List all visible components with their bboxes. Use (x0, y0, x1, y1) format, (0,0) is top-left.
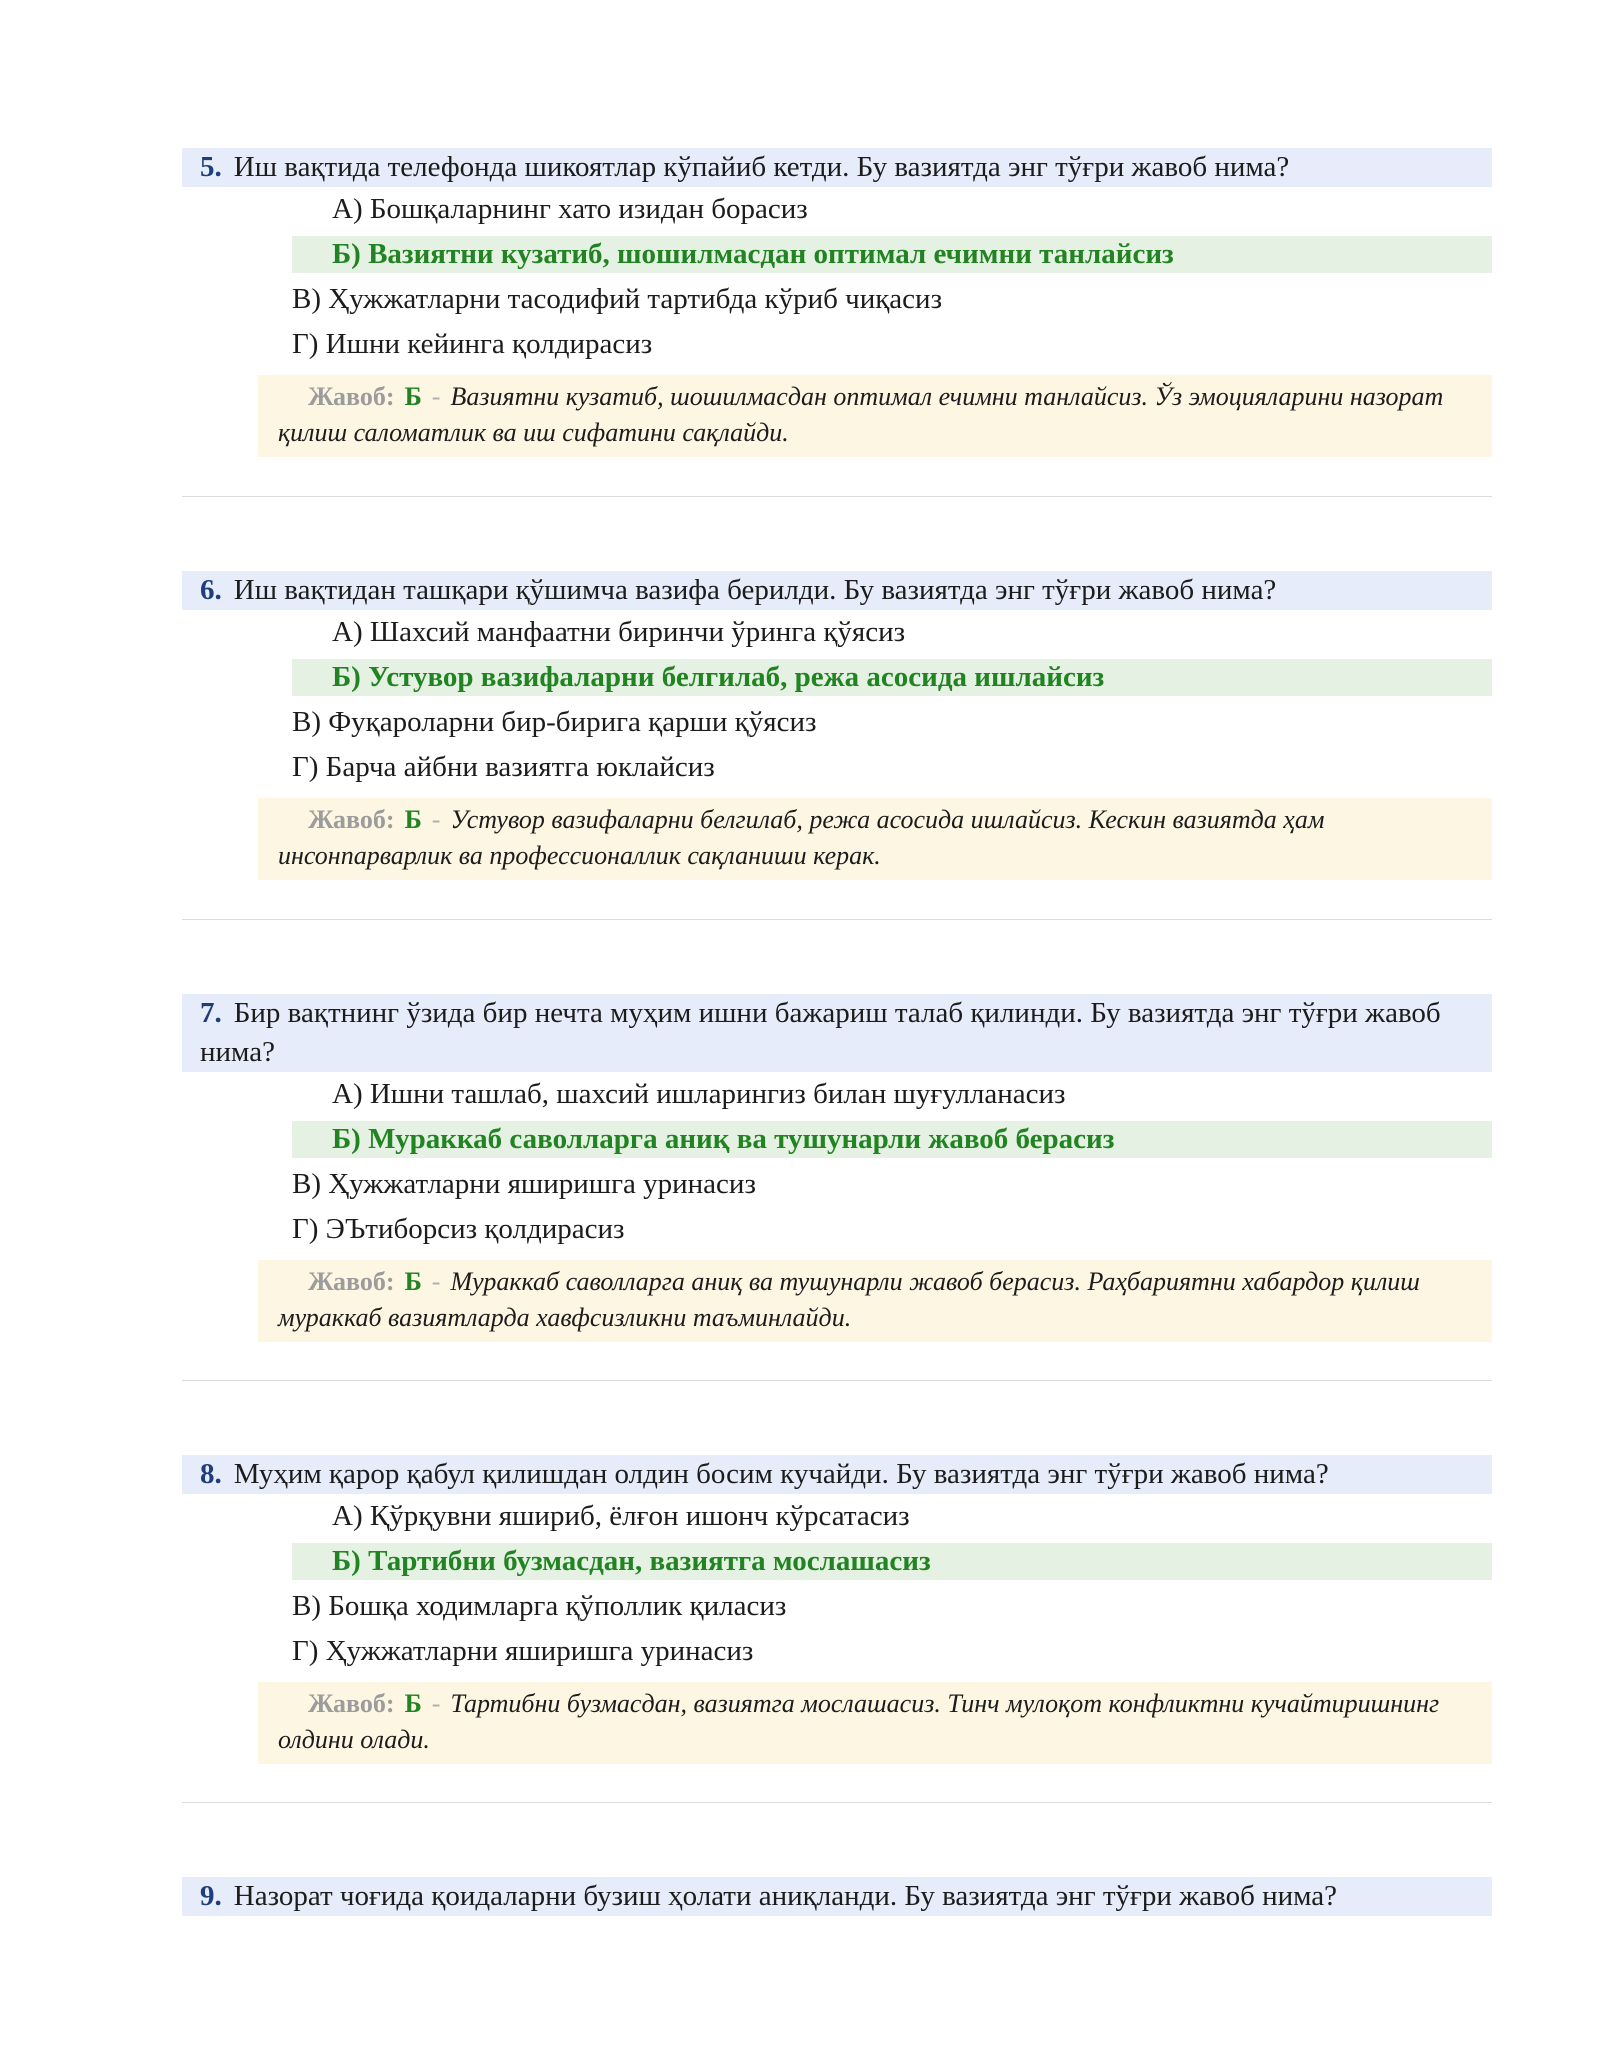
answer-text: Вазиятни кузатиб, шошилмасдан оптимал ечимни танлайсиз. Ўз эмоцияларини назорат қилиш саломатлик ва иш сифатини сақлайди. (278, 382, 1444, 447)
answer-box (258, 798, 1492, 880)
answer-box (258, 1682, 1492, 1764)
option-v: В) Ҳужжатларни яширишга уринасиз (292, 1168, 756, 1200)
answer-letter: Б (404, 1267, 422, 1296)
question-9 (182, 1877, 1492, 1916)
option-v: В) Ҳужжатларни тасодифий тартибда кўриб чиқасиз (292, 283, 943, 315)
answer-letter: Б (404, 1689, 422, 1718)
question-text: Муҳим қарор қабул қилишдан олдин босим кучайди. Бу вазиятда энг тўғри жавоб нима? (233, 1458, 1329, 1490)
option-g: Г) Барча айбни вазиятга юклайсиз (292, 751, 715, 783)
question-5 (182, 148, 1492, 457)
answer-label: Жавоб: (308, 382, 395, 411)
answer-box (258, 1260, 1492, 1342)
option-b-correct: Б) Устувор вазифаларни белгилаб, режа асосида ишлайсиз (292, 659, 1492, 696)
question-header (182, 1877, 1492, 1916)
answer-dash: - (431, 805, 441, 834)
question-number: 7. (200, 997, 222, 1029)
answer-letter: Б (404, 805, 422, 834)
answer-text: Мураккаб саволларга аниқ ва тушунарли жавоб берасиз. Раҳбариятни хабардор қилиш мураккаб вазиятларда хавфсизликни таъминлайди. (278, 1267, 1420, 1332)
question-header (182, 994, 1492, 1072)
question-number: 9. (200, 1880, 222, 1912)
option-a: А) Қўрқувни яшириб, ёлғон ишонч кўрсатасиз (332, 1500, 910, 1532)
divider (182, 919, 1492, 920)
answer-dash: - (431, 382, 441, 411)
divider (182, 1380, 1492, 1381)
answer-dash: - (431, 1267, 441, 1296)
question-text: Бир вақтнинг ўзида бир нечта муҳим ишни бажариш талаб қилинди. Бу вазиятда энг тўғри жавоб нима? (200, 997, 1441, 1068)
question-text: Иш вақтида телефонда шикоятлар кўпайиб кетди. Бу вазиятда энг тўғри жавоб нима? (233, 151, 1290, 183)
option-a: А) Ишни ташлаб, шахсий ишларингиз билан шуғулланасиз (332, 1078, 1066, 1110)
option-a: А) Бошқаларнинг хато изидан борасиз (332, 193, 808, 225)
question-header (182, 148, 1492, 187)
question-header (182, 571, 1492, 610)
answer-label: Жавоб: (308, 1689, 395, 1718)
answer-text: Тартибни бузмасдан, вазиятга мослашасиз. Тинч мулоқот конфликтни кучайтиришнинг олдини олади. (278, 1689, 1440, 1754)
option-g: Г) ЭЪтиборсиз қолдирасиз (292, 1213, 625, 1245)
question-header (182, 1455, 1492, 1494)
option-v: В) Фуқароларни бир-бирига қарши қўясиз (292, 706, 817, 738)
divider (182, 496, 1492, 497)
option-b-correct: Б) Мураккаб саволларга аниқ ва тушунарли жавоб берасиз (292, 1121, 1492, 1158)
option-a: А) Шахсий манфаатни биринчи ўринга қўясиз (332, 616, 906, 648)
answer-box (258, 375, 1492, 457)
question-7 (182, 994, 1492, 1342)
option-g: Г) Ҳужжатларни яширишга уринасиз (292, 1635, 754, 1667)
answer-text: Устувор вазифаларни белгилаб, режа асосида ишлайсиз. Кескин вазиятда ҳам инсонпарварлик ва профессионаллик сақланиши керак. (278, 805, 1325, 870)
answer-label: Жавоб: (308, 1267, 395, 1296)
option-b-correct: Б) Вазиятни кузатиб, шошилмасдан оптимал ечимни танлайсиз (292, 236, 1492, 273)
question-number: 6. (200, 574, 222, 606)
question-number: 5. (200, 151, 222, 183)
divider (182, 1802, 1492, 1803)
answer-dash: - (431, 1689, 441, 1718)
question-number: 8. (200, 1458, 222, 1490)
question-text: Иш вақтидан ташқари қўшимча вазифа берилди. Бу вазиятда энг тўғри жавоб нима? (233, 574, 1277, 606)
question-8 (182, 1455, 1492, 1764)
question-6 (182, 571, 1492, 880)
option-b-correct: Б) Тартибни бузмасдан, вазиятга мослашасиз (292, 1543, 1492, 1580)
answer-letter: Б (404, 382, 422, 411)
answer-label: Жавоб: (308, 805, 395, 834)
option-v: В) Бошқа ходимларга қўполлик қиласиз (292, 1590, 787, 1622)
option-g: Г) Ишни кейинга қолдирасиз (292, 328, 653, 360)
question-text: Назорат чоғида қоидаларни бузиш ҳолати аниқланди. Бу вазиятда энг тўғри жавоб нима? (233, 1880, 1338, 1912)
